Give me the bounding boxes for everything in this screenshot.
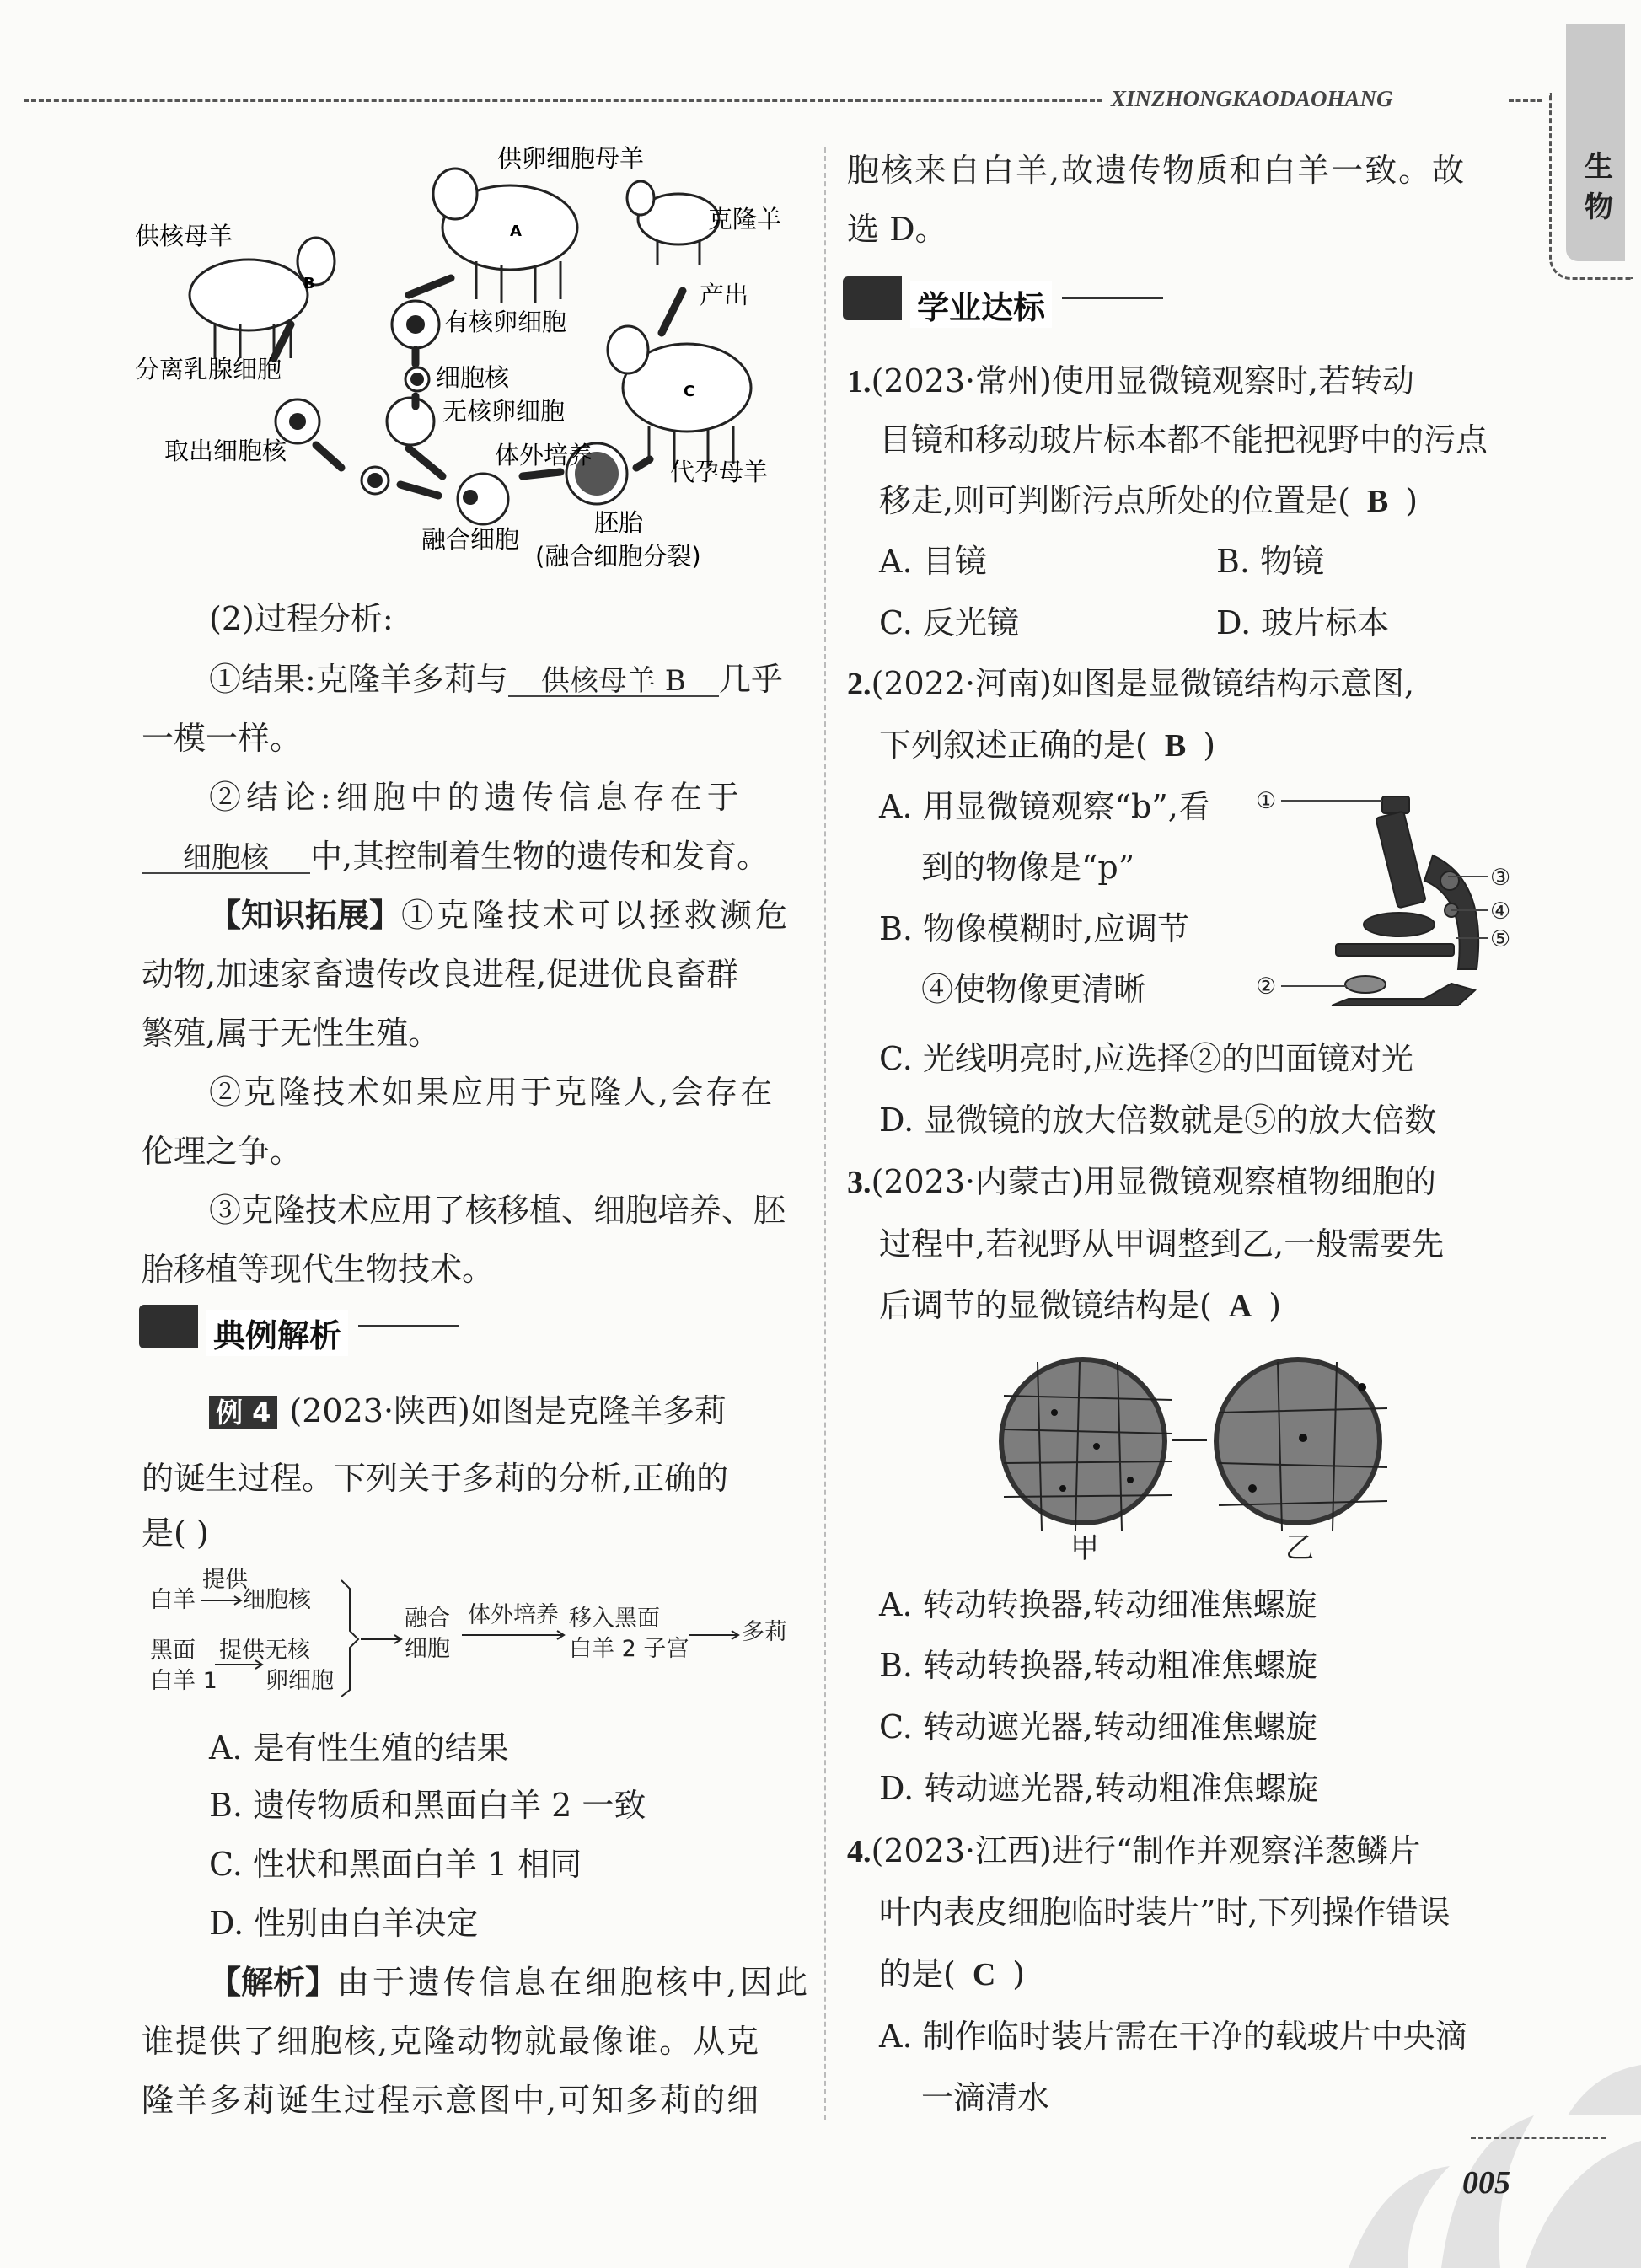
svg-text:胚胎: 胚胎: [594, 508, 644, 537]
header-dash-line-end: [1509, 99, 1542, 102]
svg-text:无核卵细胞: 无核卵细胞: [442, 397, 566, 426]
result-answer: 供核母羊 B: [508, 667, 719, 697]
sheep-a-icon: [433, 169, 577, 303]
analysis-line-1: 【解析】由于遗传信息在细胞核中,因此: [209, 1963, 812, 2001]
svg-text:多莉: 多莉: [742, 1619, 787, 1645]
q4-option-a-1: A. 制作临时装片需在干净的载玻片中央滴: [879, 2018, 1467, 2055]
svg-text:(融合细胞分裂): (融合细胞分裂): [535, 542, 701, 571]
svg-text:产出: 产出: [700, 281, 749, 309]
view-yi: [1214, 1357, 1382, 1525]
q3-line-2: 过程中,若视野从甲调整到乙,一般需要先: [879, 1225, 1445, 1263]
q4-line-2: 叶内表皮细胞临时装片”时,下列操作错误: [879, 1894, 1451, 1931]
section-icon: [843, 276, 902, 320]
example-option-a: A. 是有性生殖的结果: [209, 1729, 509, 1767]
svg-text:①: ①: [1256, 788, 1277, 814]
conclusion-line-2: 细胞核 中,其控制着生物的遗传和发育。: [142, 840, 769, 874]
svg-text:融合: 融合: [405, 1606, 450, 1632]
conclusion-line: ②结论:细胞中的遗传信息存在于: [209, 779, 744, 816]
microscope-diagram: [1256, 780, 1509, 1024]
knowledge-extension-4: ②克隆技术如果应用于克隆人,会存在: [209, 1074, 775, 1111]
q2-option-a-1: A. 用显微镜观察“b”,看: [879, 788, 1210, 825]
footer-dash-line: [1471, 2137, 1606, 2139]
svg-text:克隆羊: 克隆羊: [708, 205, 782, 233]
clone-sheep-diagram: [135, 143, 788, 582]
section-typical-examples: 典例解析: [139, 1298, 459, 1355]
svg-text:白羊: 白羊: [150, 1587, 196, 1613]
svg-text:卵细胞: 卵细胞: [265, 1668, 334, 1694]
q4-line-3: 的是( C ): [879, 1955, 1026, 1992]
q3-option-a: A. 转动转换器,转动细准焦螺旋: [879, 1586, 1317, 1623]
svg-text:融合细胞: 融合细胞: [421, 525, 520, 554]
q2-line-1: 2.(2022·河南)如图是显微镜结构示意图,: [847, 665, 1415, 702]
q2-option-c: C. 光线明亮时,应选择②的凹面镜对光: [879, 1040, 1413, 1077]
process-heading: (2)过程分析:: [209, 600, 394, 637]
q1-line-2: 目镜和移动玻片标本都不能把视野中的污点: [879, 421, 1488, 458]
view-arrow: [1172, 1439, 1207, 1441]
analysis-cont-1: 胞核来自白羊,故遗传物质和白羊一致。故: [847, 152, 1467, 189]
q3-option-d: D. 转动遮光器,转动粗准焦螺旋: [879, 1770, 1319, 1807]
q3-option-b: B. 转动转换器,转动粗准焦螺旋: [879, 1647, 1318, 1684]
view-jia: [999, 1357, 1167, 1525]
analysis-line-2: 谁提供了细胞核,克隆动物就最像谁。从克: [142, 2023, 761, 2060]
svg-text:提供无核: 提供无核: [219, 1638, 310, 1664]
result-line-2: 一模一样。: [142, 720, 303, 757]
svg-text:B: B: [303, 275, 315, 292]
q3-line-3: 后调节的显微镜结构是( A ): [879, 1287, 1282, 1324]
svg-text:C: C: [684, 383, 695, 400]
knowledge-extension-5: 伦理之争。: [142, 1133, 303, 1170]
knowledge-extension-3: 繁殖,属于无性生殖。: [142, 1015, 441, 1052]
svg-text:供核母羊: 供核母羊: [135, 222, 233, 250]
svg-text:体外培养: 体外培养: [468, 1602, 559, 1628]
svg-text:移入黑面: 移入黑面: [569, 1606, 660, 1632]
q1-option-b: B. 物镜: [1216, 543, 1325, 580]
q4-line-1: 4.(2023·江西)进行“制作并观察洋葱鳞片: [847, 1832, 1421, 1869]
running-title: XINZHONGKAODAOHANG: [1111, 86, 1393, 111]
svg-text:③: ③: [1490, 865, 1511, 891]
q2-option-b-1: B. 物像模糊时,应调节: [879, 910, 1190, 947]
label-jia: 甲: [1070, 1531, 1099, 1565]
q2-option-b-2: ④使物像更清晰: [921, 971, 1146, 1008]
knowledge-extension-6: ③克隆技术应用了核移植、细胞培养、胚: [209, 1192, 786, 1229]
column-divider: [824, 147, 826, 2120]
q1-option-c: C. 反光镜: [879, 604, 1019, 641]
svg-text:提供: 提供: [202, 1567, 248, 1593]
example-option-b: B. 遗传物质和黑面白羊 2 一致: [209, 1787, 646, 1824]
svg-text:取出细胞核: 取出细胞核: [164, 437, 287, 465]
svg-text:分离乳腺细胞: 分离乳腺细胞: [135, 355, 282, 383]
q3-line-1: 3.(2023·内蒙古)用显微镜观察植物细胞的: [847, 1163, 1436, 1200]
svg-text:白羊 2 子宫: 白羊 2 子宫: [569, 1636, 689, 1662]
page-number: 005: [1462, 2165, 1510, 2201]
svg-text:⑤: ⑤: [1490, 926, 1511, 952]
knowledge-extension-2: 动物,加速家畜遗传改良进程,促进优良畜群: [142, 956, 739, 993]
svg-text:体外培养: 体外培养: [495, 441, 593, 469]
q1-option-a: A. 目镜: [879, 543, 987, 580]
result-line: ①结果:克隆羊多莉与 供核母羊 B 几乎: [209, 661, 783, 698]
q4-answer: C: [972, 1957, 996, 1992]
section-academic-standards: 学业达标: [843, 270, 1163, 327]
example-question-2: 的诞生过程。下列关于多莉的分析,正确的: [142, 1460, 729, 1497]
svg-text:④: ④: [1490, 898, 1511, 925]
q2-option-a-2: 到的物像是“p”: [921, 849, 1135, 886]
q4-option-a-2: 一滴清水: [921, 2079, 1050, 2116]
q2-line-2: 下列叙述正确的是( B ): [879, 727, 1216, 764]
corner-leaf-decoration: [1315, 2040, 1641, 2268]
analysis-cont-2: 选 D。: [847, 211, 947, 248]
example-question-3: 是( ): [142, 1515, 209, 1552]
svg-text:A: A: [510, 223, 522, 240]
q1-line-3: 移走,则可判断污点所处的位置是( B ): [879, 482, 1418, 519]
example-option-d: D. 性别由白羊决定: [209, 1905, 479, 1942]
sheep-b-icon: [190, 238, 335, 358]
analysis-line-3: 隆羊多莉诞生过程示意图中,可知多莉的细: [142, 2082, 761, 2119]
q1-line-1: 1.(2023·常州)使用显微镜观察时,若转动: [847, 362, 1415, 399]
svg-text:黑面: 黑面: [150, 1638, 196, 1664]
clone-flow-chart: [143, 1563, 809, 1698]
q1-option-d: D. 玻片标本: [1216, 604, 1390, 641]
q2-option-d: D. 显微镜的放大倍数就是⑤的放大倍数: [879, 1102, 1437, 1139]
svg-text:②: ②: [1256, 973, 1277, 1000]
svg-text:代孕母羊: 代孕母羊: [670, 458, 769, 486]
example-option-c: C. 性状和黑面白羊 1 相同: [209, 1846, 582, 1883]
svg-text:供卵细胞母羊: 供卵细胞母羊: [497, 144, 645, 173]
svg-text:细胞核: 细胞核: [436, 363, 510, 392]
svg-text:有核卵细胞: 有核卵细胞: [444, 308, 567, 336]
side-tab-label: 生物: [1585, 150, 1613, 224]
q3-option-c: C. 转动遮光器,转动细准焦螺旋: [879, 1708, 1317, 1745]
svg-text:细胞核: 细胞核: [243, 1587, 311, 1613]
q2-answer: B: [1164, 728, 1187, 764]
q3-answer: A: [1228, 1289, 1252, 1324]
cloned-sheep-icon: [627, 181, 719, 265]
q1-answer: B: [1366, 484, 1389, 519]
example-tag: 例 4: [209, 1396, 277, 1429]
sheep-c-icon: [608, 326, 751, 468]
svg-text:白羊 1: 白羊 1: [150, 1668, 217, 1694]
example-question-1: 例 4 (2023·陕西)如图是克隆羊多莉: [209, 1395, 727, 1429]
svg-text:细胞: 细胞: [405, 1636, 450, 1662]
knowledge-extension-7: 胎移植等现代生物技术。: [142, 1251, 495, 1288]
enucleated-egg-icon: [387, 398, 434, 445]
knowledge-extension-1: 【知识拓展】①克隆技术可以拯救濒危: [209, 896, 791, 934]
section-icon: [139, 1305, 198, 1348]
label-yi: 乙: [1285, 1531, 1314, 1565]
conclusion-answer: 细胞核: [142, 844, 310, 874]
header-dash-line: [24, 99, 1102, 102]
